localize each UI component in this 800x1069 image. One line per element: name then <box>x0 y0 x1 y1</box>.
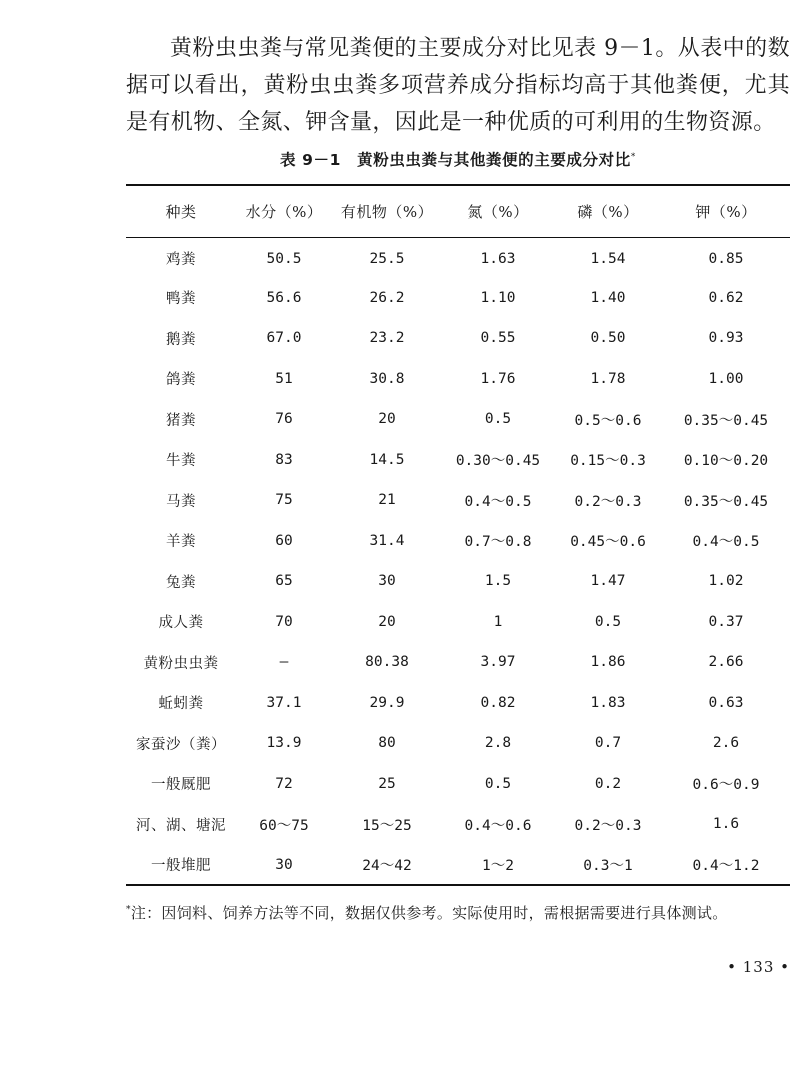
cell-potassium: 0.93 <box>708 330 744 347</box>
cell-kind: 羊粪 <box>166 534 196 551</box>
cell-organic: 25 <box>378 775 396 792</box>
header-kind: 种类 <box>165 203 197 221</box>
table-header-row <box>126 186 790 237</box>
table-row <box>126 237 790 278</box>
table-title <box>126 148 790 170</box>
cell-potassium: 0.63 <box>708 694 744 711</box>
cell-phosphorus: 0.50 <box>590 330 626 347</box>
cell-potassium: 1.02 <box>708 573 744 590</box>
cell-organic: 30.8 <box>369 370 405 387</box>
cell-moisture: 70 <box>275 613 293 630</box>
cell-organic: 23.2 <box>369 330 405 347</box>
cell-nitrogen: 1.76 <box>480 370 516 387</box>
cell-moisture: 75 <box>275 492 293 509</box>
cell-kind: 鸽粪 <box>166 372 196 389</box>
cell-phosphorus: 0.45～0.6 <box>570 534 646 551</box>
header-moisture: 水分（%） <box>245 203 323 221</box>
cell-moisture: 13.9 <box>266 735 302 752</box>
cell-moisture: 60 <box>275 532 293 549</box>
table-row <box>126 521 790 562</box>
cell-phosphorus: 1.86 <box>590 654 626 671</box>
cell-nitrogen: 0.4～0.5 <box>464 493 532 510</box>
cell-kind: 成人粪 <box>158 615 204 632</box>
cell-potassium: 1.6 <box>712 816 740 833</box>
cell-nitrogen: 1.63 <box>480 250 516 267</box>
table-row <box>126 318 790 359</box>
cell-moisture: — <box>279 654 289 671</box>
cell-kind: 猪粪 <box>166 412 196 429</box>
cell-nitrogen: 0.4～0.6 <box>464 817 532 834</box>
cell-potassium: 0.35～0.45 <box>683 493 769 510</box>
cell-kind: 黄粉虫虫粪 <box>143 655 219 672</box>
header-organic: 有机物（%） <box>340 203 434 221</box>
cell-potassium: 2.66 <box>708 654 744 671</box>
cell-potassium: 0.10～0.20 <box>683 453 769 470</box>
cell-kind: 牛粪 <box>166 453 196 470</box>
cell-potassium: 0.4～0.5 <box>692 534 760 551</box>
cell-potassium: 0.62 <box>708 289 744 306</box>
cell-kind: 一般厩肥 <box>151 777 211 794</box>
cell-potassium: 0.37 <box>708 613 744 630</box>
cell-moisture: 56.6 <box>266 289 302 306</box>
cell-kind: 河、湖、塘泥 <box>136 817 226 834</box>
table-row <box>126 602 790 643</box>
footnote-mark: * <box>126 905 131 915</box>
cell-kind: 鸭粪 <box>166 291 196 308</box>
cell-moisture: 83 <box>275 451 293 468</box>
cell-moisture: 30 <box>275 856 293 873</box>
cell-nitrogen: 1.10 <box>480 289 516 306</box>
table-row <box>126 359 790 400</box>
cell-nitrogen: 0.5 <box>484 411 512 428</box>
cell-phosphorus: 0.5～0.6 <box>574 412 642 429</box>
cell-phosphorus: 0.2～0.3 <box>574 817 642 834</box>
cell-kind: 家蚕沙（粪） <box>136 736 226 753</box>
table-row <box>126 278 790 319</box>
cell-nitrogen: 1 <box>493 613 503 630</box>
cell-nitrogen: 0.7～0.8 <box>464 534 532 551</box>
table-row <box>126 561 790 602</box>
cell-kind: 兔粪 <box>166 574 196 591</box>
table-row <box>126 723 790 764</box>
cell-kind: 马粪 <box>166 493 196 510</box>
cell-nitrogen: 0.82 <box>480 694 516 711</box>
cell-moisture: 50.5 <box>266 250 302 267</box>
cell-potassium: 0.6～0.9 <box>692 777 760 794</box>
cell-organic: 31.4 <box>369 532 405 549</box>
cell-potassium: 0.35～0.45 <box>683 412 769 429</box>
footnote-text: 注：因饲料、饲养方法等不同，数据仅供参考。实际使用时，需根据需要进行具体测试。 <box>130 904 728 922</box>
cell-organic: 26.2 <box>369 289 405 306</box>
cell-organic: 25.5 <box>369 250 405 267</box>
cell-organic: 20 <box>378 613 396 630</box>
cell-moisture: 72 <box>275 775 293 792</box>
cell-phosphorus: 1.78 <box>590 370 626 387</box>
table-row <box>126 764 790 805</box>
table-title-mark: * <box>630 151 636 162</box>
table-row <box>126 642 790 683</box>
cell-organic: 80.38 <box>365 654 409 671</box>
cell-moisture: 60～75 <box>259 817 309 834</box>
cell-phosphorus: 1.54 <box>590 250 626 267</box>
cell-potassium: 1.00 <box>708 370 744 387</box>
cell-moisture: 65 <box>275 573 293 590</box>
cell-nitrogen: 3.97 <box>480 654 516 671</box>
table-row <box>126 683 790 724</box>
cell-organic: 24～42 <box>362 858 412 875</box>
cell-kind: 一般堆肥 <box>151 858 211 875</box>
cell-phosphorus: 1.83 <box>590 694 626 711</box>
cell-organic: 21 <box>378 492 396 509</box>
cell-phosphorus: 0.5 <box>594 613 622 630</box>
cell-potassium: 0.85 <box>708 250 744 267</box>
cell-organic: 15～25 <box>362 817 412 834</box>
intro-paragraph <box>126 30 790 141</box>
table-body <box>126 237 790 885</box>
table-row <box>126 845 790 886</box>
header-phosphorus: 磷（%） <box>577 203 639 221</box>
cell-nitrogen: 1～2 <box>482 858 514 875</box>
cell-nitrogen: 0.5 <box>484 775 512 792</box>
table-row <box>126 399 790 440</box>
cell-phosphorus: 1.40 <box>590 289 626 306</box>
table-row <box>126 804 790 845</box>
header-nitrogen: 氮（%） <box>467 203 529 221</box>
cell-moisture: 51 <box>275 370 293 387</box>
cell-kind: 鹅粪 <box>166 331 196 348</box>
cell-phosphorus: 0.15～0.3 <box>570 453 646 470</box>
cell-potassium: 2.6 <box>712 735 740 752</box>
cell-phosphorus: 1.47 <box>590 573 626 590</box>
page-number: • 133 • <box>727 958 790 976</box>
cell-organic: 30 <box>378 573 396 590</box>
cell-potassium: 0.4～1.2 <box>692 858 760 875</box>
table-title-text: 表 9－1 黄粉虫虫粪与其他粪便的主要成分对比 <box>280 151 631 169</box>
cell-organic: 80 <box>378 735 396 752</box>
cell-phosphorus: 0.7 <box>594 735 622 752</box>
cell-phosphorus: 0.2 <box>594 775 622 792</box>
cell-phosphorus: 0.3～1 <box>583 858 633 875</box>
intro-text: 黄粉虫虫粪与常见粪便的主要成分对比见表 9－1。从表中的数据可以看出，黄粉虫虫粪多项营养成分指标均高于其他粪便，尤其是有机物、全氮、钾含量，因此是一种优质的可利用的生物资源。 <box>126 36 790 135</box>
cell-organic: 14.5 <box>369 451 405 468</box>
table-row <box>126 480 790 521</box>
cell-phosphorus: 0.2～0.3 <box>574 493 642 510</box>
cell-kind: 蚯蚓粪 <box>158 696 204 713</box>
cell-kind: 鸡粪 <box>166 252 196 269</box>
table-row <box>126 440 790 481</box>
cell-nitrogen: 1.5 <box>484 573 512 590</box>
cell-nitrogen: 0.30～0.45 <box>455 453 541 470</box>
composition-table <box>126 186 790 885</box>
cell-nitrogen: 2.8 <box>484 735 512 752</box>
cell-moisture: 67.0 <box>266 330 302 347</box>
footnote <box>126 893 790 930</box>
cell-moisture: 37.1 <box>266 694 302 711</box>
header-potassium: 钾（%） <box>695 203 757 221</box>
cell-organic: 20 <box>378 411 396 428</box>
cell-organic: 29.9 <box>369 694 405 711</box>
cell-moisture: 76 <box>275 411 293 428</box>
cell-nitrogen: 0.55 <box>480 330 516 347</box>
